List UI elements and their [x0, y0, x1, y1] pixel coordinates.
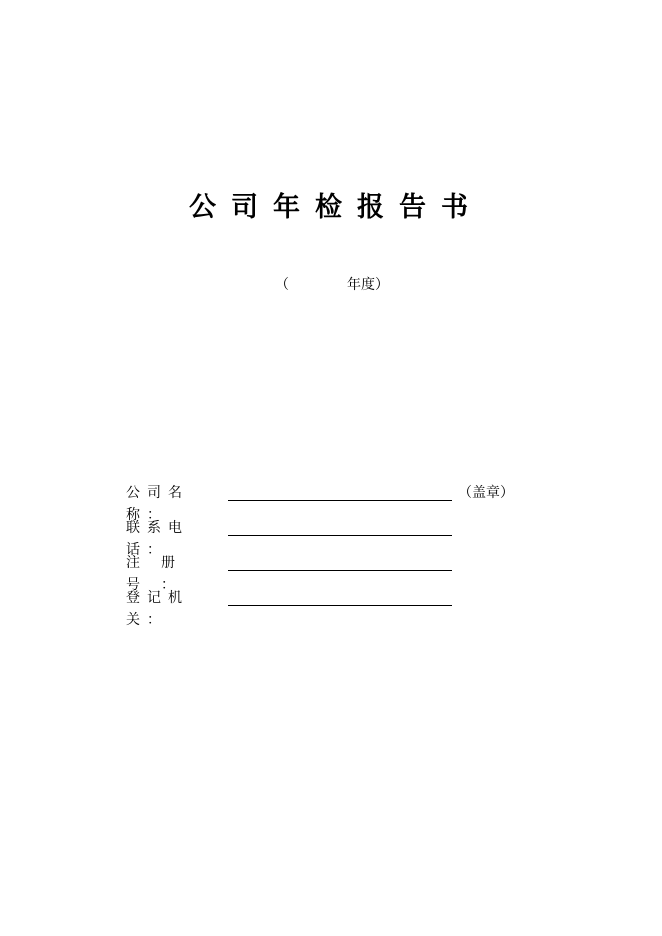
field-label-phone: 联系电话： [126, 520, 189, 558]
field-label-registration-authority: 登记机关： [126, 590, 189, 628]
field-registration-authority [126, 587, 546, 628]
registration-number-line[interactable] [228, 570, 452, 571]
year-line [0, 274, 662, 296]
seal-note: （盖章） [458, 485, 514, 501]
year-paren-open: （ [275, 277, 289, 293]
company-info-fields [126, 482, 546, 628]
field-registration-number [126, 552, 546, 593]
field-phone [126, 517, 546, 558]
company-name-line[interactable] [228, 500, 452, 501]
field-label-company-name: 公司名称： [126, 485, 189, 523]
document-title: 公司年检报告书 [189, 192, 483, 223]
registration-authority-line[interactable] [228, 605, 452, 606]
year-label: 年度） [347, 277, 389, 293]
field-label-registration-number: 注册号： [126, 555, 196, 593]
field-company-name [126, 482, 546, 523]
phone-line[interactable] [228, 535, 452, 536]
